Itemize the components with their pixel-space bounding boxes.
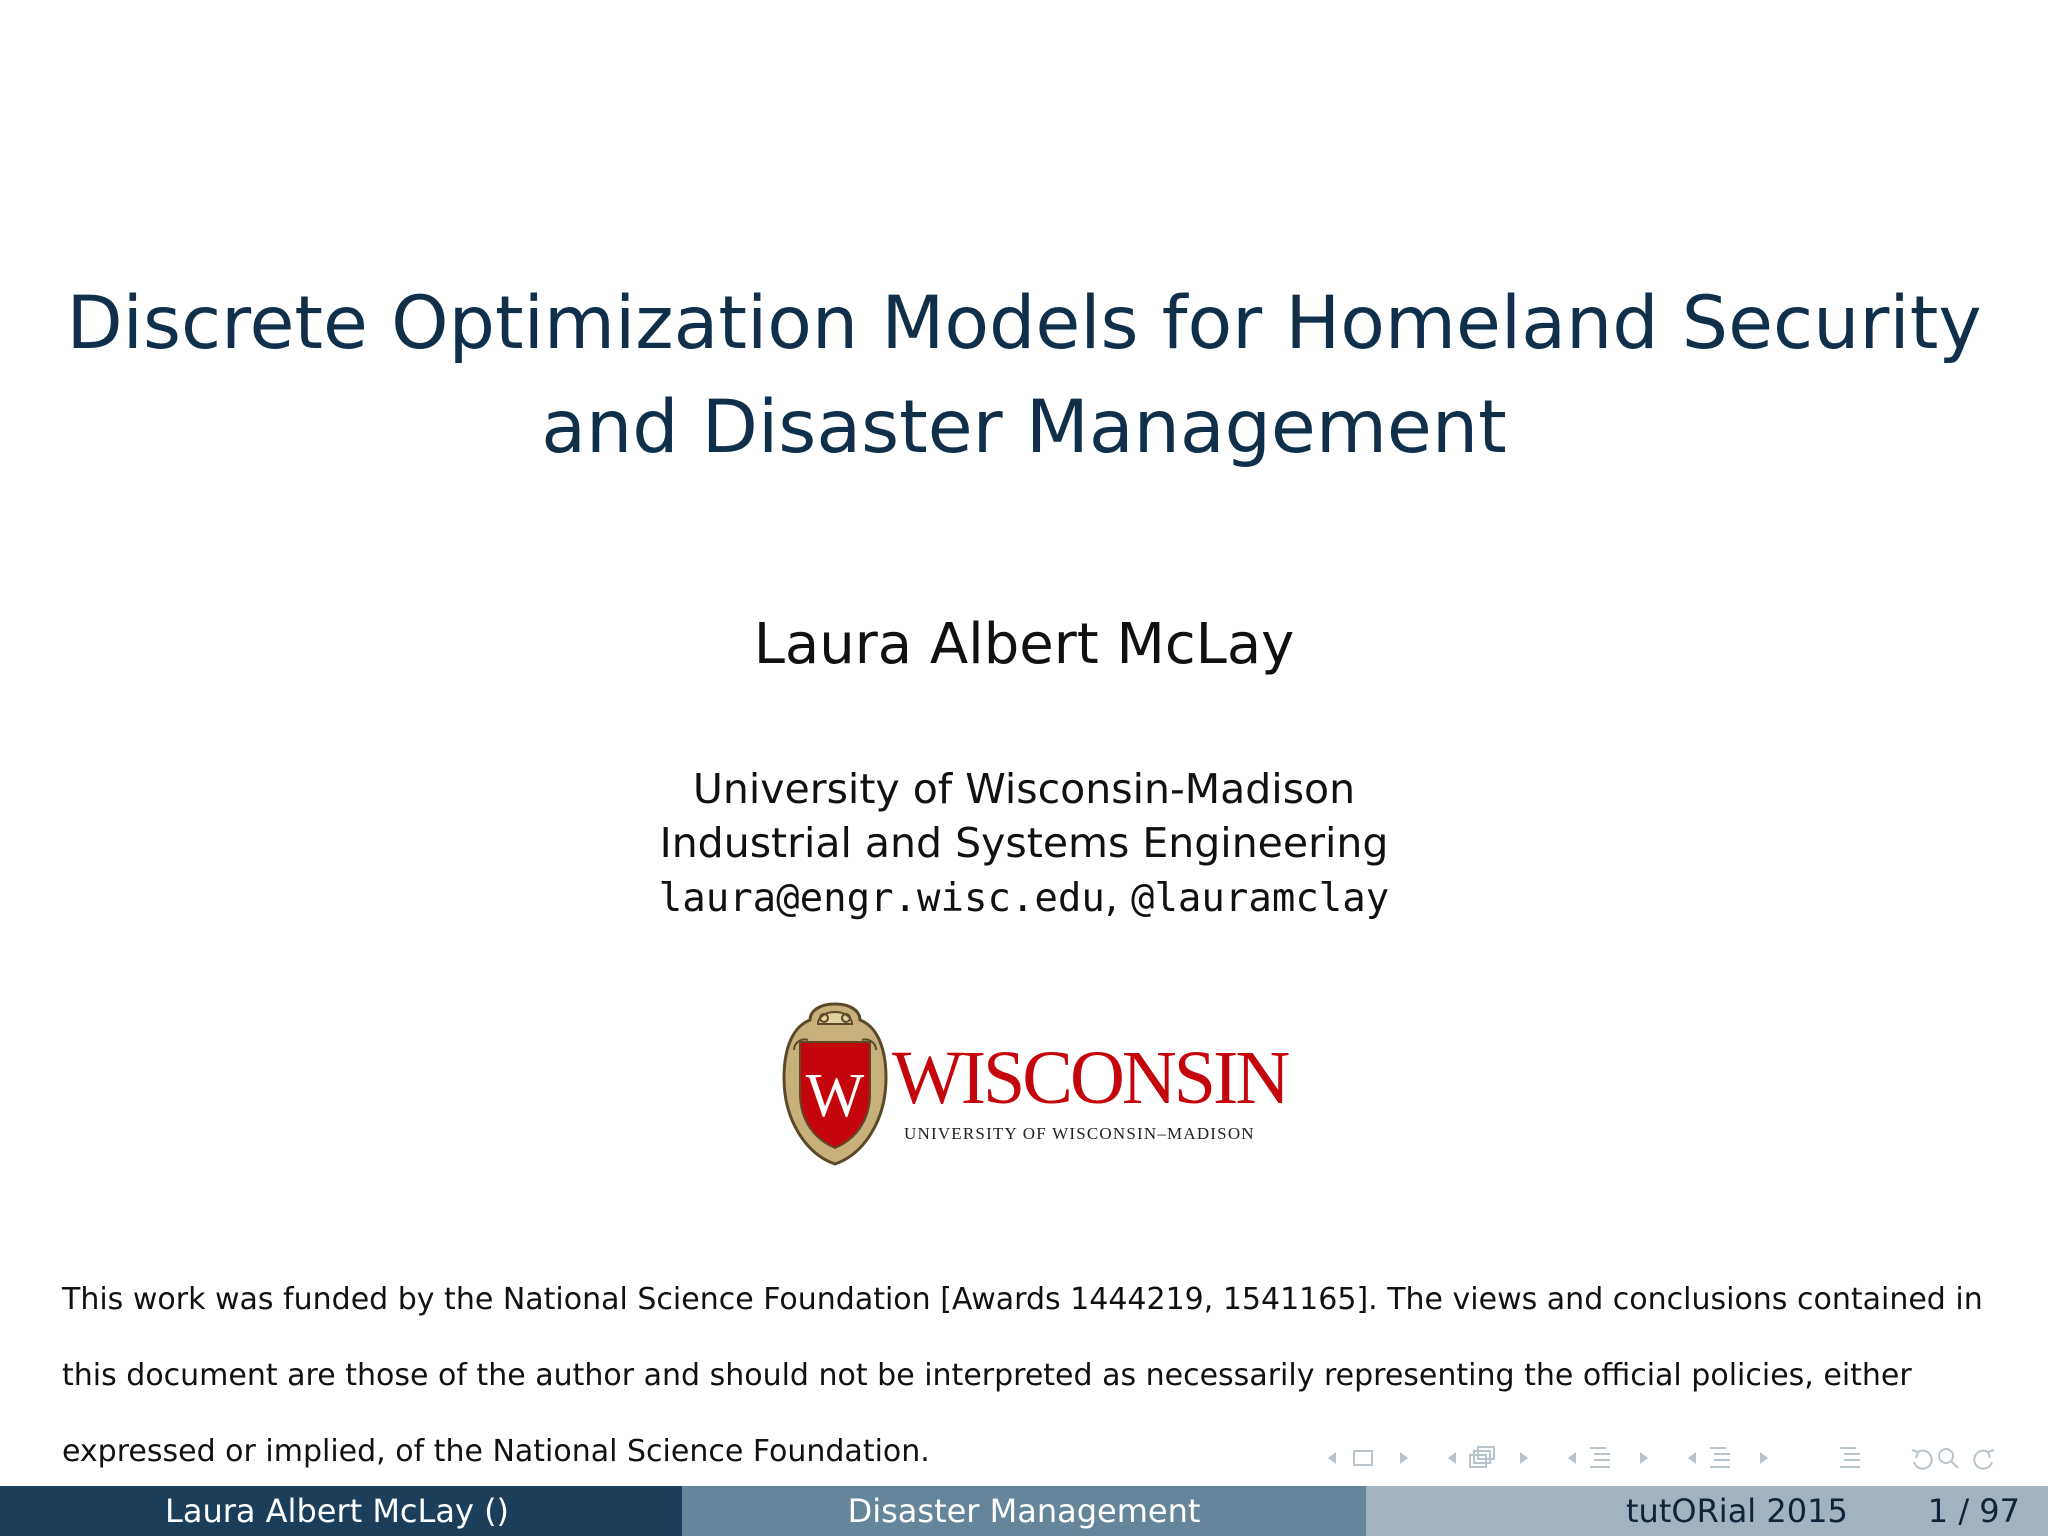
crest-icon bbox=[780, 998, 890, 1168]
affiliation-block bbox=[0, 762, 2048, 926]
department-name: Industrial and Systems Engineering bbox=[659, 819, 1389, 867]
funding-line-1: This work was funded by the National Science Foundation [Awards 1444219, 1541165]. The views and conclusions contained in bbox=[62, 1282, 1983, 1317]
contact-line bbox=[0, 870, 2048, 926]
search-icon[interactable] bbox=[1939, 1449, 1958, 1468]
slide-prev-icon[interactable] bbox=[1328, 1452, 1336, 1464]
subsection-prev-icon[interactable] bbox=[1448, 1452, 1456, 1464]
beamer-navigation-bar bbox=[1312, 1440, 2032, 1476]
section-prev-icon[interactable] bbox=[1568, 1452, 1576, 1464]
svg-text:W: W bbox=[805, 1062, 865, 1130]
slide-frame-icon[interactable] bbox=[1354, 1451, 1372, 1465]
email-address: laura@engr.wisc.edu bbox=[658, 876, 1105, 921]
doc-icon[interactable] bbox=[1710, 1448, 1730, 1467]
toc-icon[interactable] bbox=[1840, 1448, 1860, 1467]
university-name: University of Wisconsin-Madison bbox=[692, 765, 1356, 813]
footer-author: Laura Albert McLay () bbox=[0, 1486, 682, 1536]
page-number: 1 / 97 bbox=[1927, 1492, 2020, 1530]
subsection-next-icon[interactable] bbox=[1520, 1452, 1528, 1464]
funding-line-2: this document are those of the author and should not be interpreted as necessarily representing the official policies, either bbox=[62, 1358, 1912, 1393]
slide-next-icon[interactable] bbox=[1400, 1452, 1408, 1464]
slide-title bbox=[0, 272, 2048, 480]
section-icon[interactable] bbox=[1590, 1448, 1610, 1467]
footer-right bbox=[1366, 1486, 2048, 1536]
author-name: Laura Albert McLay bbox=[753, 612, 1295, 677]
logo-subtitle: UNIVERSITY OF WISCONSIN–MADISON bbox=[904, 1124, 1255, 1143]
subsection-frame-icon[interactable] bbox=[1470, 1447, 1494, 1467]
slide-footer bbox=[0, 1486, 2048, 1536]
doc-prev-icon[interactable] bbox=[1688, 1452, 1696, 1464]
undo-icon[interactable] bbox=[1912, 1450, 1932, 1469]
redo-icon[interactable] bbox=[1974, 1450, 1994, 1469]
footer-short-title: Disaster Management bbox=[682, 1486, 1366, 1536]
slide-title-line-1: Discrete Optimization Models for Homeland Security bbox=[66, 281, 1982, 366]
uw-madison-logo bbox=[780, 998, 1288, 1168]
slide-title-line-2: and Disaster Management bbox=[541, 385, 1507, 470]
twitter-handle: @lauramclay bbox=[1130, 876, 1390, 921]
doc-next-icon[interactable] bbox=[1760, 1452, 1768, 1464]
funding-line-3: expressed or implied, of the National Science Foundation. bbox=[62, 1434, 930, 1469]
footer-conference: tutORial 2015 bbox=[1626, 1492, 1848, 1530]
section-next-icon[interactable] bbox=[1640, 1452, 1648, 1464]
contact-separator: , bbox=[1104, 873, 1118, 921]
logo-wordmark: WISCONSIN bbox=[892, 1036, 1288, 1120]
